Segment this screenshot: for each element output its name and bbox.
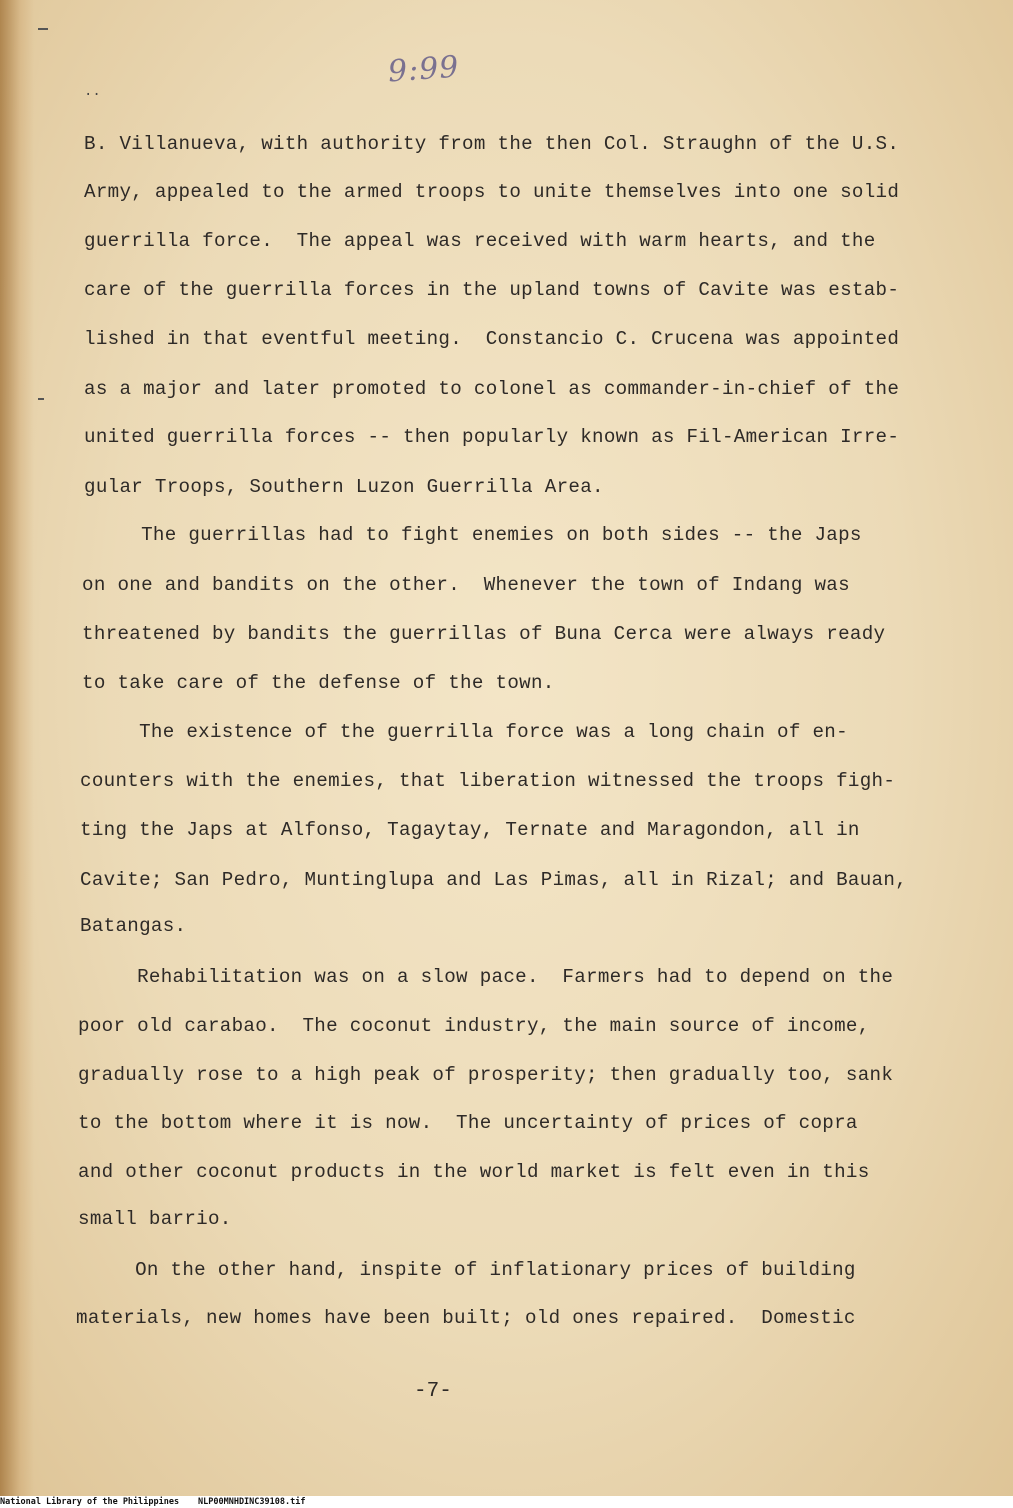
text-line-9: The guerrillas had to fight enemies on both sides -- the Japs — [82, 524, 862, 546]
handwritten-folio-number: 9:99 — [386, 49, 461, 90]
text-line-2: Army, appealed to the armed troops to unite themselves into one solid — [84, 181, 900, 203]
footer-filename: NLP00MNHDINC39108.tif — [198, 1497, 306, 1507]
text-line-25: materials, new homes have been built; old ones repaired. Domestic — [76, 1307, 856, 1329]
text-line-16: Cavite; San Pedro, Muntinglupa and Las Pimas, all in Rizal; and Bauan, — [80, 869, 908, 891]
text-line-8: gular Troops, Southern Luzon Guerrilla Area. — [84, 476, 604, 498]
text-line-11: threatened by bandits the guerrillas of Buna Cerca were always ready — [82, 623, 886, 645]
text-line-19: poor old carabao. The coconut industry, the main source of income, — [78, 1015, 870, 1037]
text-line-12: to take care of the defense of the town. — [82, 672, 555, 694]
text-line-24: On the other hand, inspite of inflationary prices of building — [76, 1259, 856, 1281]
text-line-22: and other coconut products in the world market is felt even in this — [78, 1161, 870, 1183]
scan-edge-mark — [38, 398, 44, 400]
text-line-15: ting the Japs at Alfonso, Tagaytay, Ternate and Maragondon, all in — [80, 819, 860, 841]
text-line-10: on one and bandits on the other. Whenever the town of Indang was — [82, 574, 850, 596]
margin-dots: .. — [84, 84, 101, 100]
footer-library-name: National Library of the Philippines — [0, 1497, 180, 1507]
scan-edge-mark — [38, 28, 48, 30]
text-line-20: gradually rose to a high peak of prosperity; then gradually too, sank — [78, 1064, 894, 1086]
text-line-3: guerrilla force. The appeal was received with warm hearts, and the — [84, 230, 876, 252]
text-line-14: counters with the enemies, that liberation witnessed the troops figh- — [80, 770, 896, 792]
text-line-7: united guerrilla forces -- then popularly known as Fil-American Irre- — [84, 426, 900, 448]
text-line-23: small barrio. — [78, 1208, 232, 1230]
text-line-13: The existence of the guerrilla force was a long chain of en- — [80, 721, 848, 743]
text-line-18: Rehabilitation was on a slow pace. Farmers had to depend on the — [78, 966, 894, 988]
page-number: -7- — [414, 1380, 452, 1403]
text-line-6: as a major and later promoted to colonel as commander-in-chief of the — [84, 378, 900, 400]
text-line-21: to the bottom where it is now. The uncertainty of prices of copra — [78, 1112, 858, 1134]
text-line-17: Batangas. — [80, 915, 187, 937]
text-line-4: care of the guerrilla forces in the upland towns of Cavite was estab- — [84, 279, 900, 301]
text-line-5: lished in that eventful meeting. Constancio C. Crucena was appointed — [84, 328, 900, 350]
text-line-1: B. Villanueva, with authority from the then Col. Straughn of the U.S. — [84, 133, 900, 155]
scan-footer — [0, 1496, 1013, 1508]
